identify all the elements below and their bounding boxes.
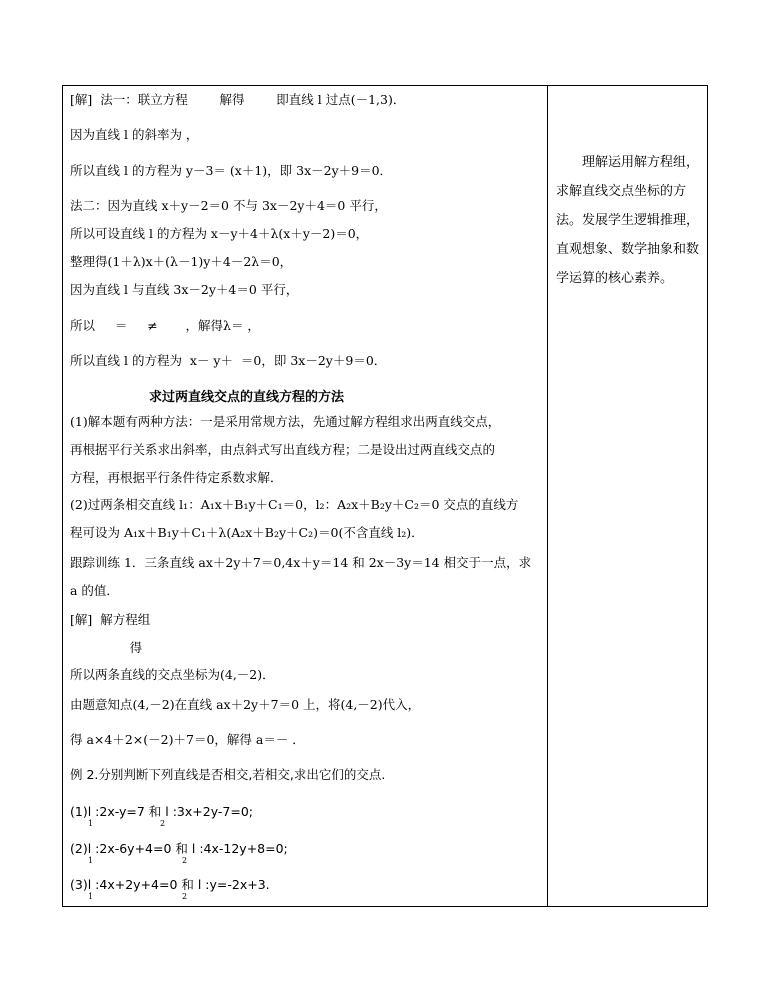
exercise-line-2: a 的值． xyxy=(70,583,119,598)
exercise-solution-line-3: 所以两条直线的交点坐标为(4,－2)． xyxy=(70,667,275,682)
subscript-2a: 2 xyxy=(160,819,166,828)
example-2-item-1: (1)l :2x-y=7 和 l :3x+2y-7=0; xyxy=(70,804,253,819)
subscript-1c: 1 xyxy=(88,892,94,901)
example-2-item-3: (3)l :4x+2y+4=0 和 l :y=-2x+3. xyxy=(70,877,270,892)
method-note-line-1: (1)解本题有两种方法：一是采用常规方法，先通过解方程组求出两直线交点， xyxy=(70,414,501,429)
solution-line-3: 所以直线 l 的方程为 y－3＝ (x＋1)，即 3x－2y＋9＝0． xyxy=(70,163,393,178)
method-two-line-1: 法二：因为直线 x＋y－2＝0 不与 3x－2y＋4＝0 平行， xyxy=(70,198,387,213)
example-2-title: 例 2.分别判断下列直线是否相交,若相交,求出它们的交点. xyxy=(70,767,386,782)
exercise-line-1: 跟踪训练 1．三条直线 ax＋2y＋7＝0,4x＋y＝14 和 2x－3y＝14 相交于一点，求 xyxy=(70,555,532,570)
subscript-1b: 1 xyxy=(88,856,94,865)
exercise-solution-line-2: 得 xyxy=(70,640,143,655)
solution-line-1: [解] 法一：联立方程 解得 即直线 l 过点(－1,3)． xyxy=(70,92,406,107)
method-two-line-6: 所以直线 l 的方程为 x－ y＋ ＝0，即 3x－2y＋9＝0． xyxy=(70,353,387,368)
method-two-line-5: 所以 ＝ ≠ ，解得λ＝ ， xyxy=(70,318,260,333)
exercise-solution-line-5: 得 a×4＋2×(－2)＋7＝0，解得 a＝－ ． xyxy=(70,732,305,747)
method-note-line-5: 程可设为 A₁x＋B₁y＋C₁＋λ(A₂x＋B₂y＋C₂)＝0(不含直线 l₂)． xyxy=(70,525,424,540)
method-heading: 求过两直线交点的直线方程的方法 xyxy=(149,390,345,405)
side-note-text: 理解运用解方程组，求解直线交点坐标的方法。发展学生逻辑推理，直观想象、数学抽象和数学运算的核心素养。 xyxy=(556,155,700,286)
subscript-1a: 1 xyxy=(88,819,94,828)
example-2-item-2: (2)l :2x-6y+4=0 和 l :4x-12y+8=0; xyxy=(70,841,288,856)
method-two-line-3: 整理得(1＋λ)x＋(λ－1)y＋4－2λ＝0， xyxy=(70,254,293,269)
method-note-line-3: 方程，再根据平行条件待定系数求解． xyxy=(70,470,283,485)
method-note-line-4: (2)过两条相交直线 l₁：A₁x＋B₁y＋C₁＝0，l₂：A₂x＋B₂y＋C₂＝0 交点的直线方 xyxy=(70,497,519,512)
solution-line-2: 因为直线 l 的斜率为 ， xyxy=(70,127,199,142)
method-two-line-2: 所以可设直线 l 的方程为 x－y＋4＋λ(x＋y－2)＝0， xyxy=(70,226,369,241)
method-two-line-4: 因为直线 l 与直线 3x－2y＋4＝0 平行， xyxy=(70,282,299,297)
subscript-2c: 2 xyxy=(182,892,188,901)
exercise-solution-line-1: [解] 解方程组 xyxy=(70,612,151,627)
subscript-2b: 2 xyxy=(182,856,188,865)
method-note-line-2: 再根据平行关系求出斜率，由点斜式写出直线方程；二是设出过两直线交点的 xyxy=(70,442,496,457)
side-note xyxy=(556,148,702,293)
column-divider xyxy=(547,85,548,907)
exercise-solution-line-4: 由题意知点(4,－2)在直线 ax＋2y＋7＝0 上，将(4,－2)代入， xyxy=(70,697,421,712)
